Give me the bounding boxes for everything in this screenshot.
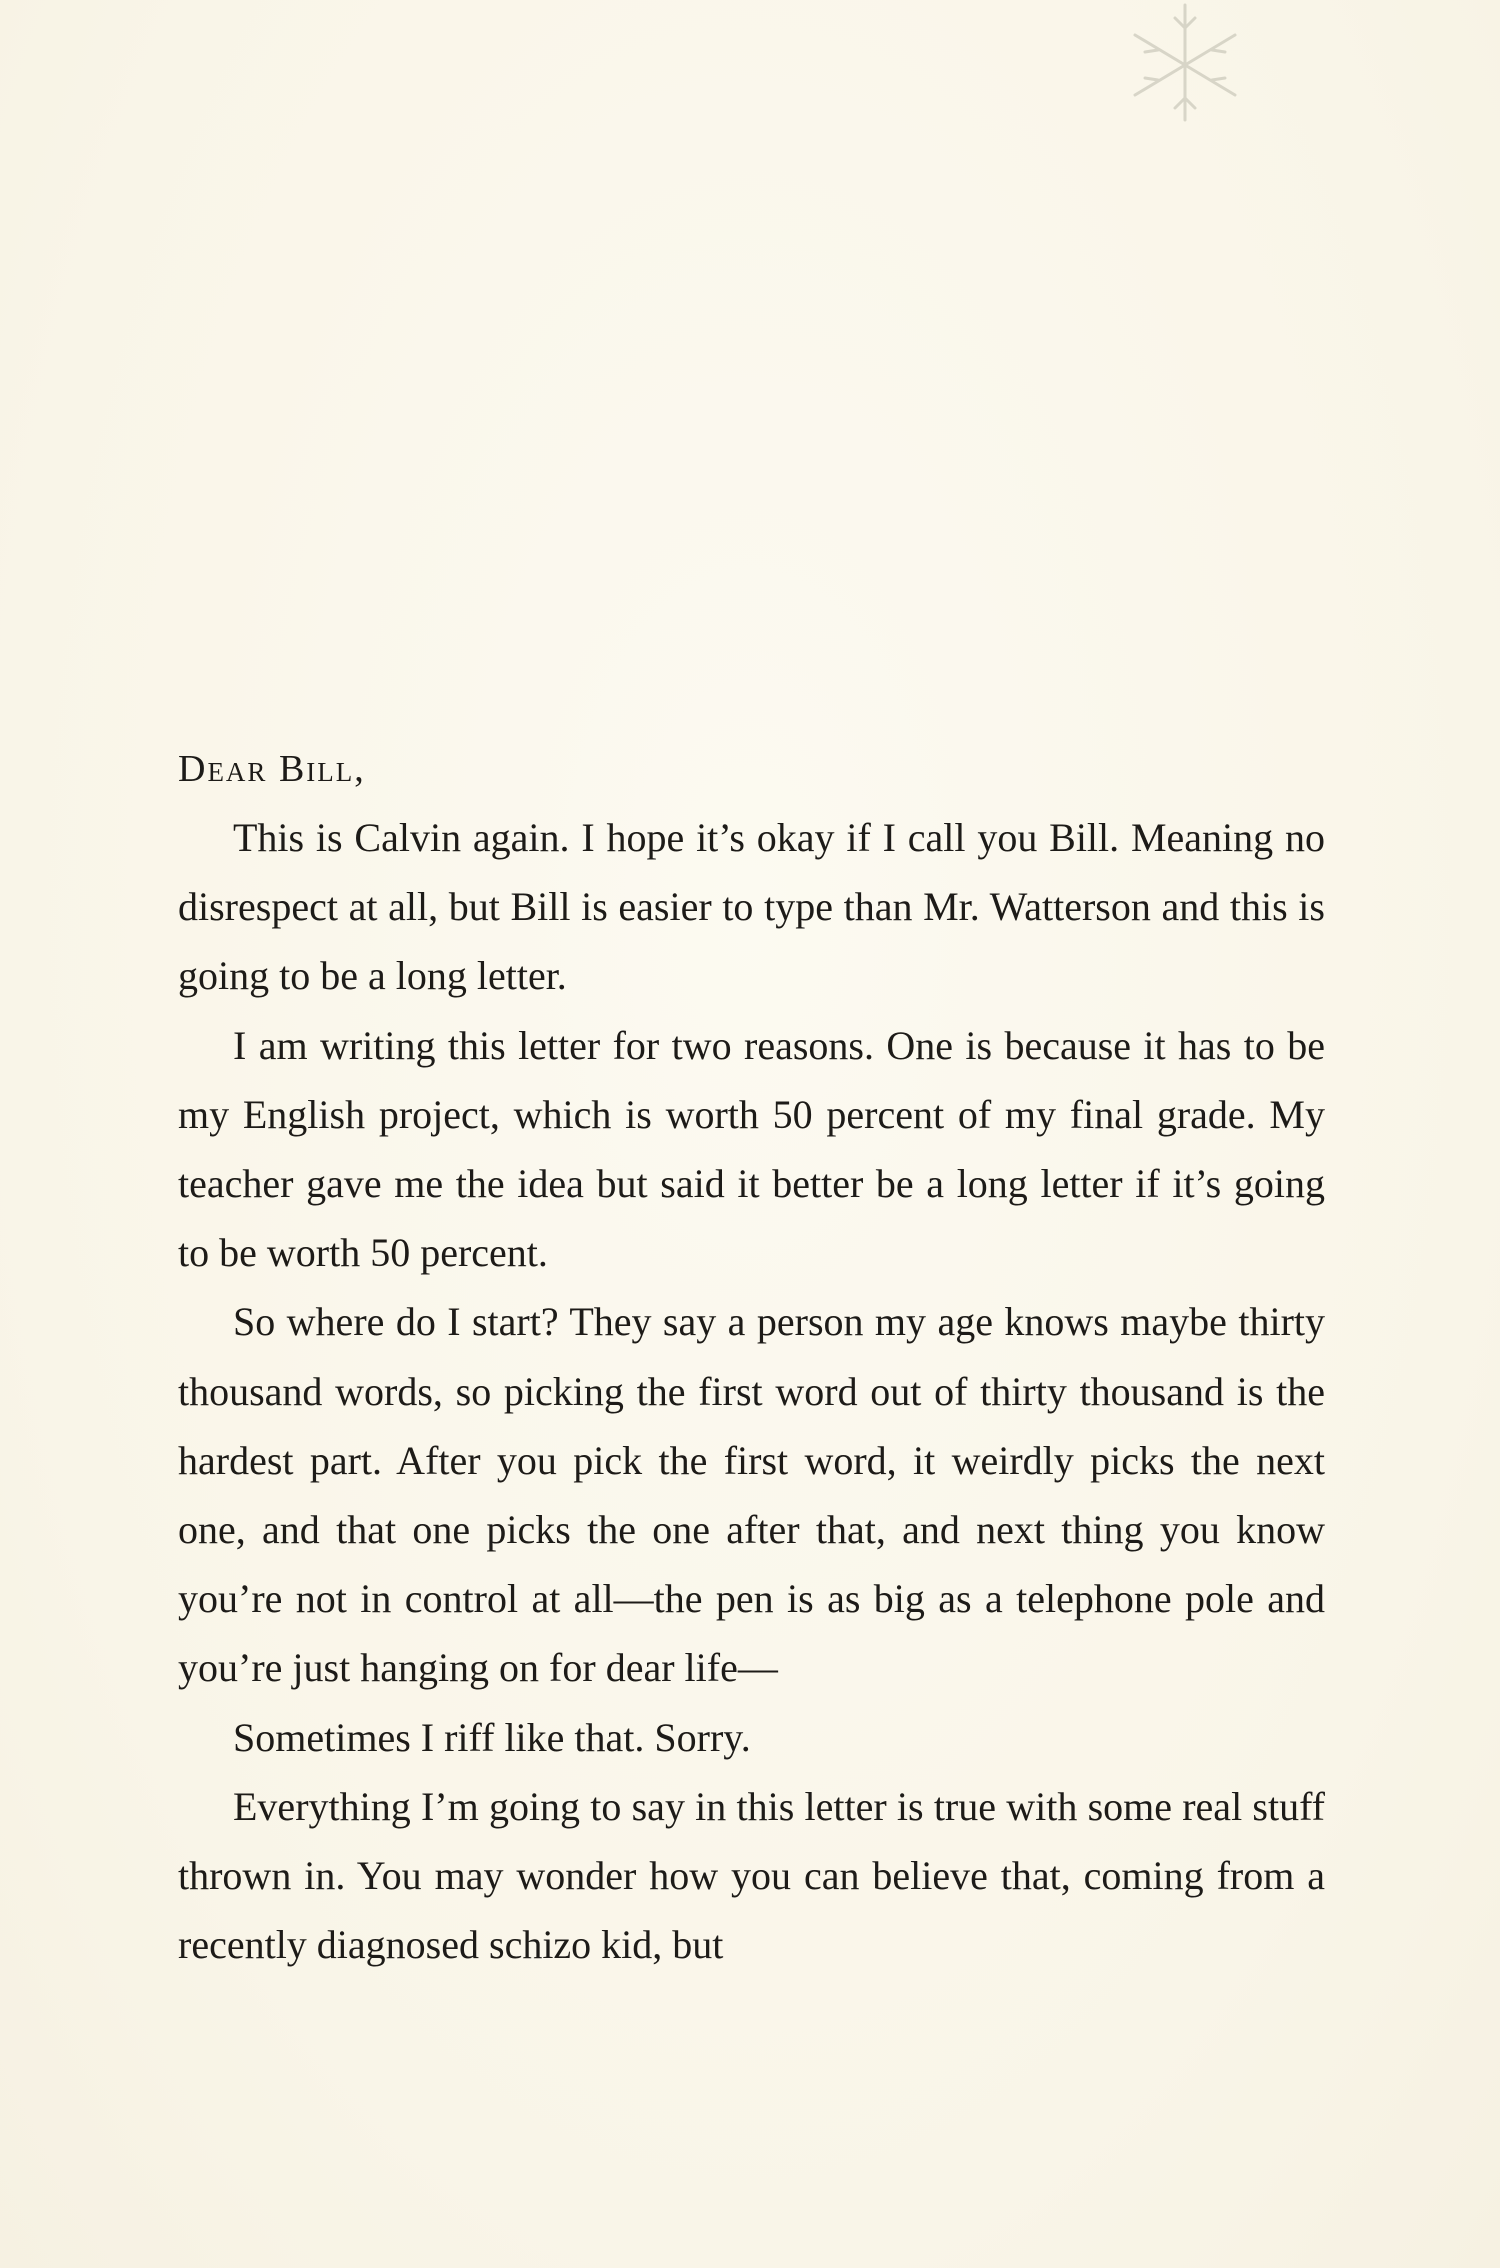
paragraph-4: Sometimes I riff like that. Sorry.	[233, 1714, 751, 1760]
paragraph-5: Everything I’m going to say in this letter is true with some real stuff thrown in. You may wonder how you can believe that, coming from a recently diagnosed schizo kid, but	[178, 1783, 1325, 1968]
paragraph-1: This is Calvin again. I hope it’s okay if I call you Bill. Meaning no disrespect at all, but Bill is easier to type than Mr. Watterson and this is going to be a long letter.	[178, 815, 1325, 999]
paragraph-3: So where do I start? They say a person my age knows maybe thirty thousand words, so picking the first word out of thirty thousand is the hardest part. After you pick the first word, it weirdly picks the next one, and that one picks the one after that, and next thing you know you’re not in control at all—the pen is as big as a telephone pole and you’re just hanging on for dear life—	[178, 1299, 1325, 1691]
snowflake-icon	[1110, 0, 1260, 130]
letter-body	[178, 735, 1325, 1979]
letter-salutation: Dear Bill,	[178, 748, 366, 790]
paragraph-2: I am writing this letter for two reasons. One is because it has to be my English project, which is worth 50 percent of my final grade. My teacher gave me the idea but said it better be a long letter if it’s going to be worth 50 percent.	[178, 1022, 1325, 1276]
